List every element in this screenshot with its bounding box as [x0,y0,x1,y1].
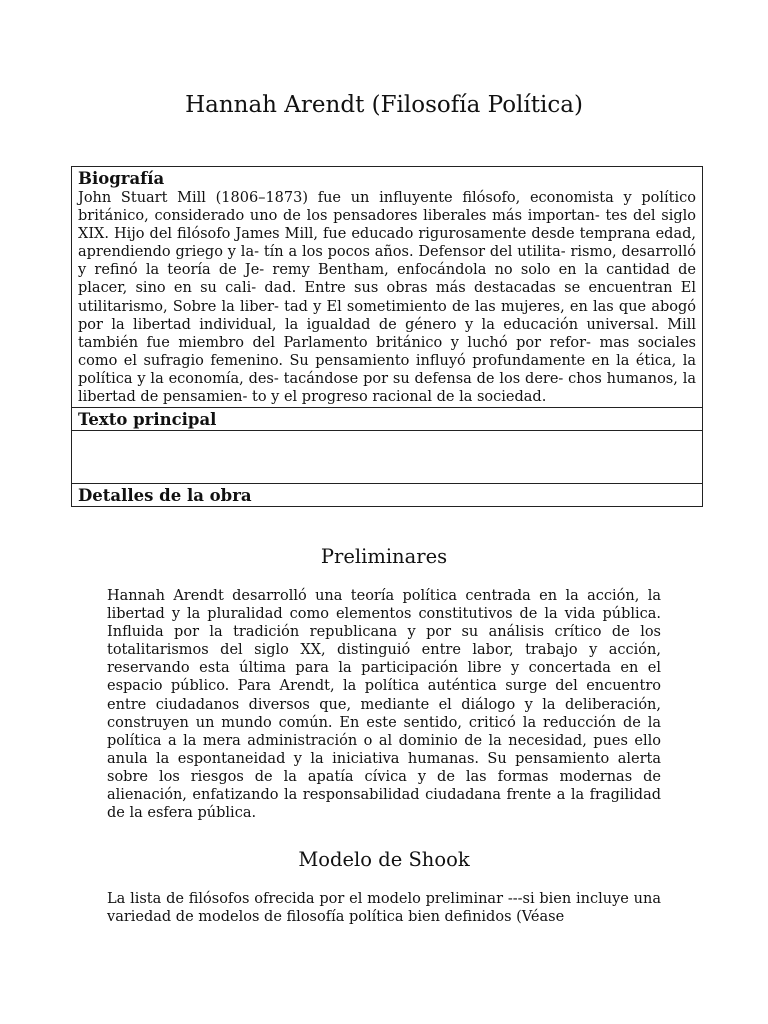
info-table [71,166,703,507]
main-text-body [72,430,702,483]
section-title-preliminares: Preliminares [320,545,448,568]
work-details-heading: Detalles de la obra [78,486,252,506]
biography-heading: Biografía [78,169,165,188]
main-text-heading: Texto principal [78,410,217,430]
biography-row [72,167,702,407]
main-text-heading-row [72,407,702,430]
section-body-modelo-shook: La lista de filósofos ofrecida por el modelo preliminar ---si bien incluye una variedad de modelos de filosofía política bien definidos (Véase [107,891,661,926]
section-title-modelo-shook: Modelo de Shook [298,848,470,871]
biography-text: John Stuart Mill (1806–1873) fue un influyente filósofo, economista y político británico, considerado uno de los pensadores liberales más importan- tes del siglo XIX. Hijo del filósofo James Mill, fue educado rigurosamente desde temprana edad, aprendiendo griego y la- tín a los pocos años. Defensor del utilita- rismo, desarrolló y refinó la teoría de Je- remy Bentham, enfocándola no solo en la cantidad de placer, sino en su cali- dad. Entre sus obras más destacadas se encuentran El utilitarismo, Sobre la liber- tad y El sometimiento de las mujeres, en las que abogó por la libertad individual, la igualdad de género y la educación universal. Mill también fue miembro del Parlamento británico y luchó por refor- mas sociales como el sufragio femenino. Su pensamiento influyó profundamente en la ética, la política y la economía, des- tacándose por su defensa de los dere- chos humanos, la libertad de pensamien- to y el progreso racional de la sociedad. [78,190,696,406]
work-details-row [72,483,702,506]
page-title: Hannah Arendt (Filosofía Política) [185,92,583,118]
section-body-preliminares: Hannah Arendt desarrolló una teoría política centrada en la acción, la libertad y la pluralidad como elementos constitutivos de la vida pública. Influida por la tradición republicana y por su análisis crítico de los totalitarismos del siglo XX, distinguió entre labor, trabajo y acción, reservando esta última para la participación libre y concertada en el espacio público. Para Arendt, la política auténtica surge del encuentro entre ciudadanos diversos que, mediante el diálogo y la deliberación, construyen un mundo común. En este sentido, criticó la reducción de la política a la mera administración o al dominio de la necesidad, pues ello anula la espontaneidad y la iniciativa humanas. Su pensamiento alerta sobre los riesgos de la apatía cívica y de las formas modernas de alienación, enfatizando la responsabilidad ciudadana frente a la fragilidad de la esfera pública. [107,588,661,822]
